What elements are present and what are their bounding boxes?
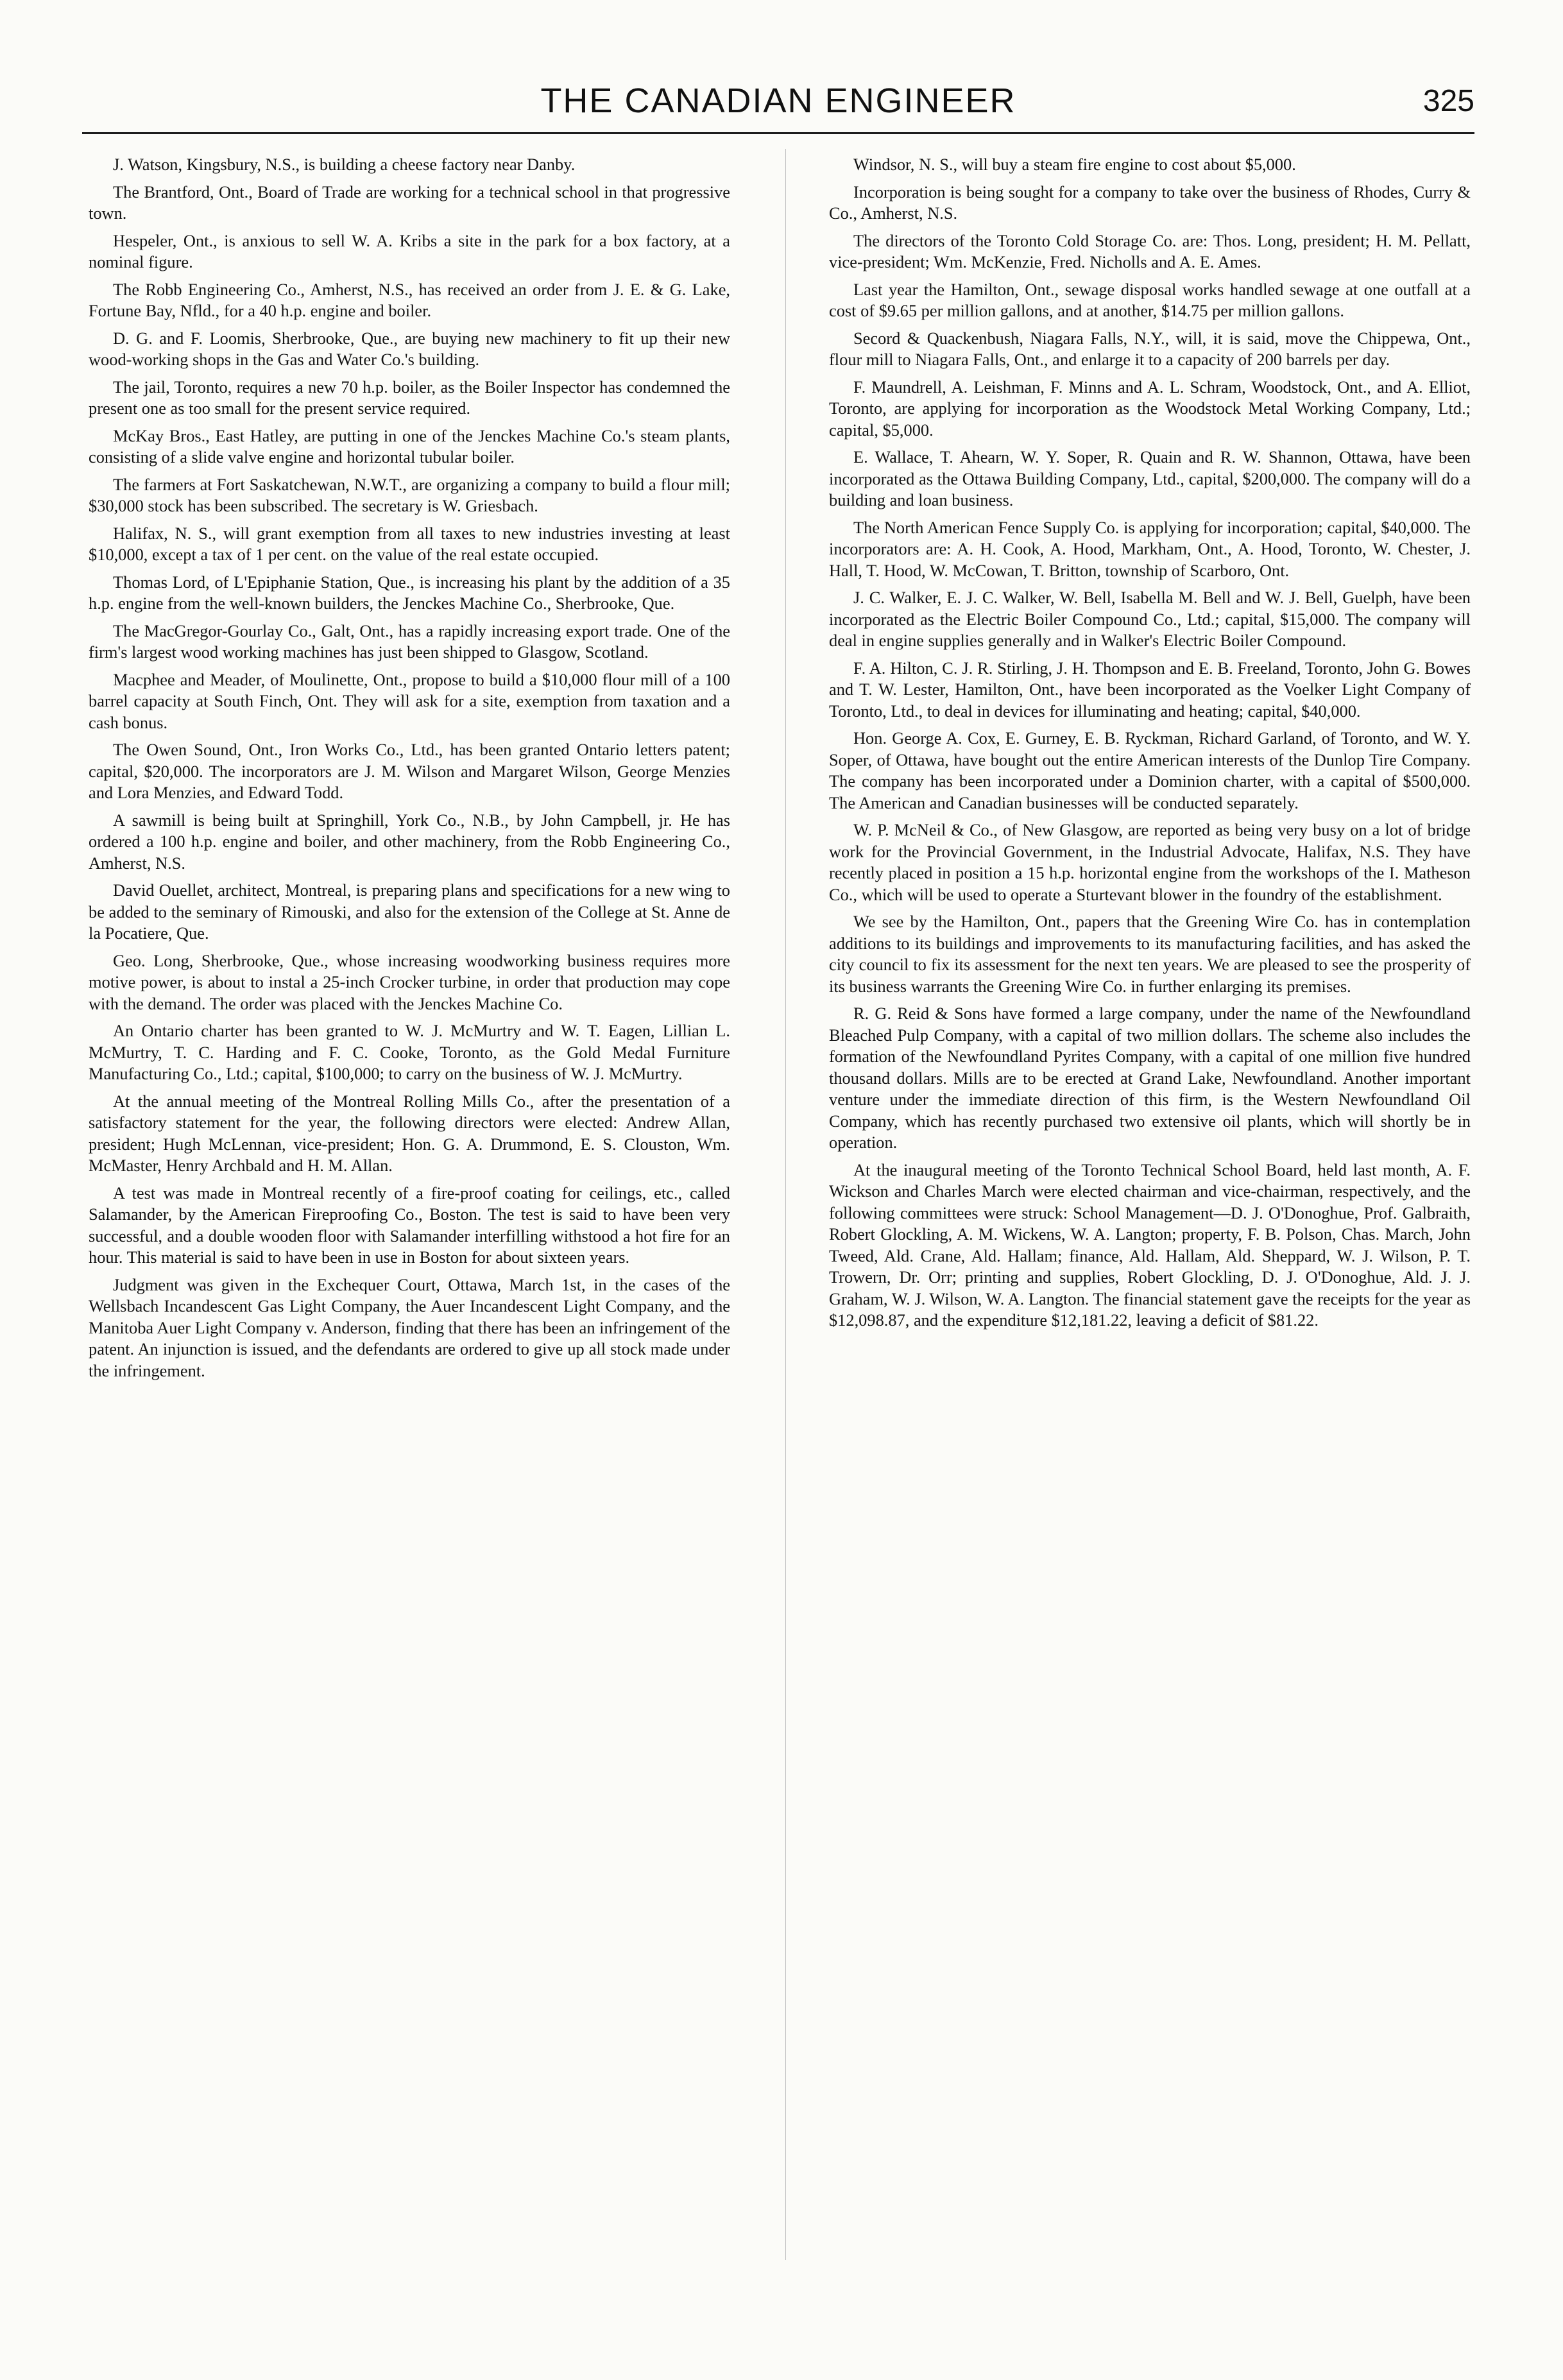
news-item-paragraph: At the annual meeting of the Montreal Rolling Mills Co., after the presentation of a satisfactory statement for the year, the following directors were elected: Andrew Allan, president; Hugh McLennan, vice-president; Hon. G. A. Drummond, E. S. Clouston, Wm. McMaster, Henry Archbald and H. M. Allan.: [89, 1091, 730, 1175]
publication-title: THE CANADIAN ENGINEER: [540, 81, 1016, 120]
left-column: [89, 154, 730, 1387]
news-item-paragraph: Macphee and Meader, of Moulinette, Ont., propose to build a $10,000 flour mill of a 100 barrel capacity at South Finch, Ont. They will ask for a site, exemption from taxation and a cash bonus.: [89, 669, 730, 732]
news-item-paragraph: At the inaugural meeting of the Toronto Technical School Board, held last month, A. F. Wickson and Charles March were elected chairman and vice-chairman, respectively, and the following committees were struck: School Management—D. J. O'Donoghue, Prof. Galbraith, Robert Glockling, A. M. Wickens, W. A. Langton; property, F. B. Polson, Chas. March, John Tweed, Ald. Crane, Ald. Hallam; finance, Ald. Hallam, Ald. Sheppard, W. J. Wilson, P. T. Trowern, Dr. Orr; printing and supplies, Robert Glockling, D. J. O'Donoghue, Ald. J. J. Graham, W. J. Wilson, W. A. Langton. The financial statement gave the receipts for the year as $12,098.87, and the expenditure $12,181.22, leaving a deficit of $81.22.: [829, 1160, 1471, 1330]
news-item-paragraph: Halifax, N. S., will grant exemption from all taxes to new industries investing at least $10,000, except a tax of 1 per cent. on the value of the real estate occupied.: [89, 523, 730, 564]
news-item-paragraph: Windsor, N. S., will buy a steam fire engine to cost about $5,000.: [853, 155, 1296, 174]
news-item-paragraph: F. Maundrell, A. Leishman, F. Minns and A. L. Schram, Woodstock, Ont., and A. Elliot, Toronto, are applying for incorporation as the Woodstock Metal Working Company, Ltd.; capital, $5,000.: [829, 377, 1471, 440]
news-item-paragraph: Last year the Hamilton, Ont., sewage disposal works handled sewage at one outfall at a cost of $9.65 per million gallons, and at another, $14.75 per million gallons.: [829, 279, 1471, 320]
news-item-paragraph: The Owen Sound, Ont., Iron Works Co., Ltd., has been granted Ontario letters patent; capital, $20,000. The incorporators are J. M. Wilson and Margaret Wilson, George Menzies and Lora Menzies, and Edward Todd.: [89, 740, 730, 802]
news-item-paragraph: J. Watson, Kingsbury, N.S., is building a cheese factory near Danby.: [113, 155, 576, 174]
news-item-paragraph: Geo. Long, Sherbrooke, Que., whose increasing woodworking business requires more motive power, is about to instal a 25-inch Crocker turbine, in order that production may cope with the demand. The order was placed with the Jenckes Machine Co.: [89, 950, 730, 1013]
news-item-paragraph: R. G. Reid & Sons have formed a large company, under the name of the Newfoundland Bleached Pulp Company, with a capital of two million dollars. The scheme also includes the formation of the Newfoundland Pyrites Company, with a capital of one million five hundred thousand dollars. Mills are to be erected at Grand Lake, Newfoundland. Another important venture under the immediate direction of this firm, is the Western Newfoundland Oil Company, which has recently purchased two extensive oil plants, which will shortly be in operation.: [829, 1004, 1471, 1152]
news-item-paragraph: We see by the Hamilton, Ont., papers that the Greening Wire Co. has in contemplation additions to its buildings and improvements to its manufacturing facilities, and has asked the city council to fix its assessment for the next ten years. We are pleased to see the prosperity of its business warrants the Greening Wire Co. in further enlarging its premises.: [829, 912, 1471, 996]
news-item-paragraph: Thomas Lord, of L'Epiphanie Station, Que., is increasing his plant by the addition of a 35 h.p. engine from the well-known builders, the Jenckes Machine Co., Sherbrooke, Que.: [89, 572, 730, 613]
news-item-paragraph: The MacGregor-Gourlay Co., Galt, Ont., has a rapidly increasing export trade. One of the firm's largest wood working machines has just been shipped to Glasgow, Scotland.: [89, 621, 730, 662]
news-item-paragraph: The jail, Toronto, requires a new 70 h.p. boiler, as the Boiler Inspector has condemned the present one as too small for the present service required.: [89, 377, 730, 418]
news-item-paragraph: The Robb Engineering Co., Amherst, N.S., has received an order from J. E. & G. Lake, Fortune Bay, Nfld., for a 40 h.p. engine and boiler.: [89, 279, 730, 320]
news-item-paragraph: David Ouellet, architect, Montreal, is preparing plans and specifications for a new wing to be added to the seminary of Rimouski, and also for the extension of the College at St. Anne de la Pocatiere, Que.: [89, 880, 730, 943]
news-item-paragraph: E. Wallace, T. Ahearn, W. Y. Soper, R. Quain and R. W. Shannon, Ottawa, have been incorporated as the Ottawa Building Company, Ltd., capital, $200,000. The company will do a building and loan business.: [829, 447, 1471, 509]
page-header: [82, 76, 1474, 133]
news-item-paragraph: The directors of the Toronto Cold Storage Co. are: Thos. Long, president; H. M. Pellatt, vice-president; Wm. McKenzie, Fred. Nicholls and A. E. Ames.: [829, 230, 1471, 271]
news-item-paragraph: Hon. George A. Cox, E. Gurney, E. B. Ryckman, Richard Garland, of Toronto, and W. Y. Soper, of Ottawa, have bought out the entire American interests of the Dunlop Tire Company. The company has been incorporated under a Dominion charter, with a capital of $500,000. The American and Canadian businesses will be conducted separately.: [829, 728, 1471, 812]
news-item-paragraph: An Ontario charter has been granted to W. J. McMurtry and W. T. Eagen, Lillian L. McMurtry, T. C. Harding and F. C. Cooke, Toronto, as the Gold Medal Furniture Manufacturing Co., Ltd.; capital, $100,000; to carry on the business of W. J. McMurtry.: [89, 1021, 730, 1083]
news-item-paragraph: The North American Fence Supply Co. is applying for incorporation; capital, $40,000. The incorporators are: A. H. Cook, A. Hood, Markham, Ont., A. Hood, Toronto, W. Chester, J. Hall, T. Hood, W. McCowan, T. Britton, township of Scarboro, Ont.: [829, 517, 1471, 580]
news-item-paragraph: Incorporation is being sought for a company to take over the business of Rhodes, Curry & Co., Amherst, N.S.: [829, 182, 1471, 223]
news-item-paragraph: A test was made in Montreal recently of a fire-proof coating for ceilings, etc., called Salamander, by the American Fireproofing Co., Boston. The test is said to have been very successful, and a double wooden floor with Salamander interfilling withstood a hot fire for an hour. This material is said to have been in use in Boston for about sixteen years.: [89, 1183, 730, 1267]
news-item-paragraph: The farmers at Fort Saskatchewan, N.W.T., are organizing a company to build a flour mill; $30,000 stock has been subscribed. The secretary is W. Griesbach.: [89, 474, 730, 515]
news-item-paragraph: A sawmill is being built at Springhill, York Co., N.B., by John Campbell, jr. He has ordered a 100 h.p. engine and boiler, and other machinery, from the Robb Engineering Co., Amherst, N.S.: [89, 810, 730, 873]
header-rule: [82, 132, 1474, 134]
page-number: 325: [1422, 84, 1474, 118]
news-item-paragraph: Judgment was given in the Exchequer Court, Ottawa, March 1st, in the cases of the Wellsbach Incandescent Gas Light Company, the Auer Incandescent Light Company, and the Manitoba Auer Light Company v. Anderson, finding that there has been an infringement of the patent. An injunction is issued, and the defendants are ordered to give up all stock made under the infringement.: [89, 1274, 730, 1380]
news-item-paragraph: J. C. Walker, E. J. C. Walker, W. Bell, Isabella M. Bell and W. J. Bell, Guelph, have been incorporated as the Electric Boiler Compound Co., Ltd.; capital, $15,000. The company will deal in engine supplies generally and in Walker's Electric Boiler Compound.: [829, 588, 1471, 650]
news-item-paragraph: McKay Bros., East Hatley, are putting in one of the Jenckes Machine Co.'s steam plants, consisting of a slide valve engine and horizontal tubular boiler.: [89, 425, 730, 467]
right-column: [829, 154, 1471, 1337]
news-item-paragraph: Hespeler, Ont., is anxious to sell W. A. Kribs a site in the park for a box factory, at a nominal figure.: [89, 230, 730, 271]
news-item-paragraph: F. A. Hilton, C. J. R. Stirling, J. H. Thompson and E. B. Freeland, Toronto, John G. Bowes and T. W. Lester, Hamilton, Ont., have been incorporated as the Voelker Light Company of Toronto, Ltd., to deal in devices for illuminating and heating; capital, $40,000.: [829, 658, 1471, 721]
news-item-paragraph: The Brantford, Ont., Board of Trade are working for a technical school in that progressive town.: [89, 182, 730, 223]
news-item-paragraph: D. G. and F. Loomis, Sherbrooke, Que., are buying new machinery to fit up their new wood-working shops in the Gas and Water Co.'s building.: [89, 328, 730, 369]
news-item-paragraph: Secord & Quackenbush, Niagara Falls, N.Y., will, it is said, move the Chippewa, Ont., flour mill to Niagara Falls, Ont., and enlarge it to a capacity of 200 barrels per day.: [829, 328, 1471, 369]
column-divider: [785, 149, 786, 2260]
news-item-paragraph: W. P. McNeil & Co., of New Glasgow, are reported as being very busy on a lot of bridge work for the Provincial Government, in the Industrial Advocate, Halifax, N.S. They have recently placed in position a 15 h.p. horizontal engine from the workshops of the I. Matheson Co., which will be used to operate a Sturtevant blower in the foundry of the establishment.: [829, 820, 1471, 904]
